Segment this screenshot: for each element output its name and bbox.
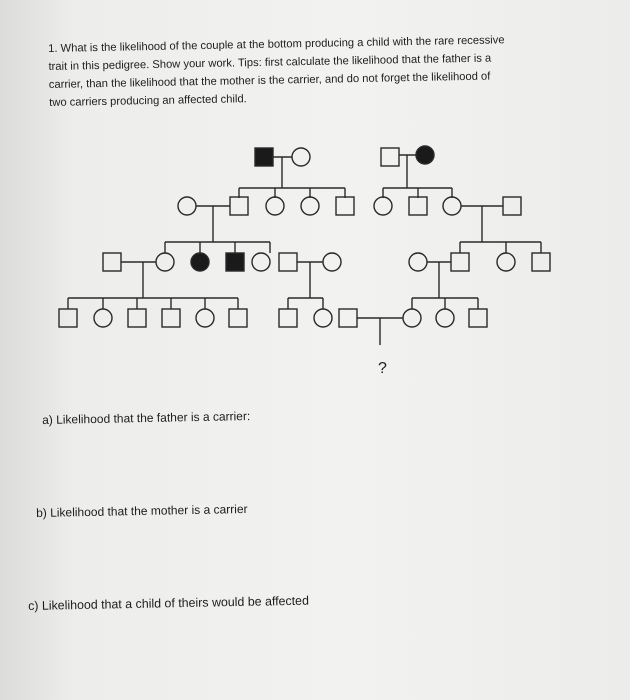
- question-part-b: b) Likelihood that the mother is a carrier: [36, 501, 248, 520]
- generation-3: [103, 253, 550, 271]
- gen4-mother: [403, 309, 421, 327]
- gen4-father: [339, 309, 357, 327]
- gen4-female-a: [94, 309, 112, 327]
- gen3-male-c: [451, 253, 469, 271]
- question-part-c: c) Likelihood that a child of theirs would be affected: [28, 593, 310, 613]
- gen3-female-d: [497, 253, 515, 271]
- gen4-male-b: [128, 309, 146, 327]
- gen2-female-spouse: [178, 197, 196, 215]
- gen1-male-right: [381, 148, 399, 166]
- gen2-female-b: [301, 197, 319, 215]
- gen4-female-b: [196, 309, 214, 327]
- gen1-affected-male: [255, 148, 273, 166]
- generation-4: [59, 309, 487, 345]
- gen4-male-e: [279, 309, 297, 327]
- gen3-descent-lines: [68, 262, 478, 309]
- gen3-female-a: [156, 253, 174, 271]
- question-line-4: two carriers producing an affected child.: [49, 93, 247, 109]
- gen3-female-b: [252, 253, 270, 271]
- unknown-child-label: ?: [378, 360, 387, 377]
- question-line-1: 1. What is the likelihood of the couple at the bottom producing a child with the rare recessive: [48, 34, 505, 55]
- gen2-male: [230, 197, 248, 215]
- gen4-female-c: [314, 309, 332, 327]
- gen4-male-a: [59, 309, 77, 327]
- question-part-a: a) Likelihood that the father is a carrier:: [42, 409, 251, 427]
- gen3-female-spouse: [323, 253, 341, 271]
- gen4-female-d: [436, 309, 454, 327]
- gen2-female-d: [443, 197, 461, 215]
- gen2-female-a: [266, 197, 284, 215]
- gen1-female: [292, 148, 310, 166]
- gen3-male-b: [279, 253, 297, 271]
- gen3-affected-male: [226, 253, 244, 271]
- gen2-male-c: [409, 197, 427, 215]
- gen3-male-d: [532, 253, 550, 271]
- gen4-male-c: [162, 309, 180, 327]
- gen4-male-d: [229, 309, 247, 327]
- gen2-male-spouse: [503, 197, 521, 215]
- gen1-affected-female: [416, 146, 434, 164]
- question-line-2: trait in this pedigree. Show your work. Tips: first calculate the likelihood that the father is a: [48, 52, 492, 73]
- gen2-female-c: [374, 197, 392, 215]
- gen2-male-b: [336, 197, 354, 215]
- gen3-female-c: [409, 253, 427, 271]
- gen3-affected-female: [191, 253, 209, 271]
- gen2-descent-lines: [165, 206, 541, 253]
- gen4-male-f: [469, 309, 487, 327]
- question-line-3: carrier, than the likelihood that the mother is the carrier, and do not forget the likelihood of: [48, 70, 491, 91]
- generation-2: [178, 197, 521, 215]
- gen3-male-spouse: [103, 253, 121, 271]
